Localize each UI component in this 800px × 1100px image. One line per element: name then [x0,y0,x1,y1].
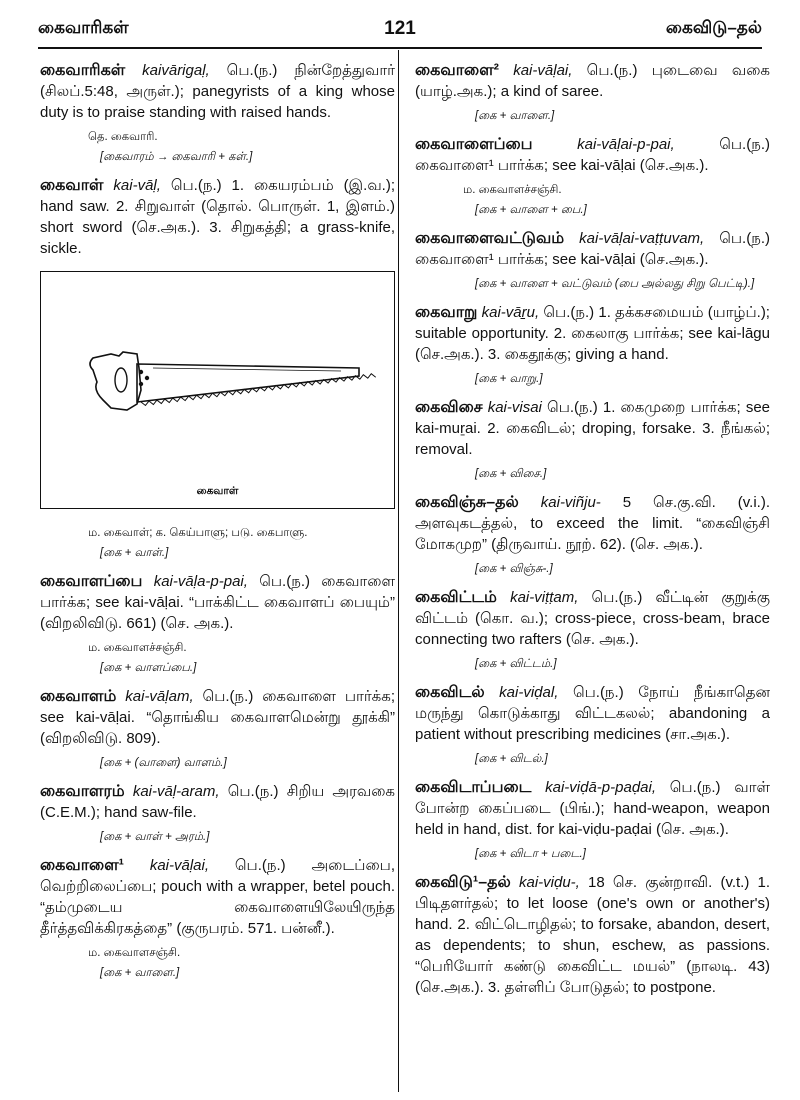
transliteration: kai-viḍā-p-paḍai, [545,779,656,796]
transliteration: kai-vāḷa-p-pai, [153,573,248,590]
etymology: [கை + (வாளை) வாளம்.] [100,757,227,769]
definition: 18 செ. குன்றாவி. (v.t.) 1. பிடிதளர்தல்; to let loose (one's own or another's) hand. 2. விட்டொழிதல்; to forsake, abandon, desert, as dependents; to shun, eschew, as passions. “பெரியோர் கண்டு கைவிட்ட மயல்” (நாலடி. 43) (செ.அக.). 3. தள்ளிப் போடுதல்; to postpone. [415,874,771,996]
cognates: ம. கைவாள்; க. கெய்பாளு; படு. கைபாளு. [88,527,308,539]
dictionary-entry [40,855,395,939]
etymology: [கை + விட்டம்.] [475,658,557,670]
headword: கைவிஞ்சு–தல் [415,494,519,511]
left-column [40,60,395,991]
dictionary-entry [415,228,770,270]
etymology: [கை + வாள் + அரம்.] [100,831,210,843]
etymology: [கை + வாளை.] [475,110,555,122]
definition: பெ.(ந.) 1. கையரம்பம் (இ.வ.); hand saw. 2. சிறுவாள் (தொல். பொருள். 1, இளம்.) short sword (செ.அக.). 3. சிறுகத்தி; a grass-knife, sickle. [40,177,396,257]
etymology: [கை + வாறு.] [475,373,543,385]
headword: கைவாளம் [40,688,117,705]
headword: கைவாறு [415,304,478,321]
transliteration: kai-vāṟu, [481,304,540,321]
definition: பெ.(ந.) கைவாளை¹ பார்க்க; see kai-vāḷai (செ.அக.). [415,136,771,174]
etymology: [கை + வாளை + வட்டுவம் (பை அல்லது சிறு பெட்டி).] [475,278,755,290]
etymology: [கை + வாளை.] [100,967,180,979]
headword: கைவிடாப்படை [415,779,532,796]
etymology: [கை + விஞ்சு-.] [475,563,553,575]
cognates: ம. கைவாளச்சஞ்சி. [88,642,187,654]
definition: பெ.(ந.) கைவாளை பார்க்க; see kai-vāḷai. “பாக்கிட்ட கைவாளப் பையும்” (விறலிவிடு. 661) (செ. அக.). [40,573,395,632]
etymology: [கைவாரம் → கைவாரி + கள்.] [100,151,253,163]
transliteration: kai-vāḷai-vaṭṭuvam, [579,230,705,247]
etymology: [கை + விசை.] [475,468,547,480]
page-header [38,18,762,46]
figure-caption: கைவாள் [196,485,239,497]
definition: பெ.(ந.) நோய் நீங்காதென மருந்து கொடுக்காது விட்டகலல்; abandoning a patient without prescribing medicines (சா.அக.). [415,684,771,743]
transliteration: kai-viñju- [540,494,601,511]
dictionary-entry [40,60,395,123]
transliteration: kai-viḍu-, [518,874,580,891]
dictionary-entry [40,175,395,259]
headword: கைவாளப்பை [40,573,143,590]
page-number: 121 [384,18,416,39]
transliteration: kai-visai [487,399,542,416]
dictionary-entry [40,571,395,634]
dictionary-entry [415,492,770,555]
transliteration: kai-vāḷai-p-pai, [577,136,675,153]
etymology: [கை + விடா + படை.] [475,848,586,860]
definition: பெ.(ந.) புடைவை வகை (யாழ்.அக.); a kind of saree. [415,62,770,100]
etymology: [கை + விடல்.] [475,753,548,765]
definition: பெ.(ந.) கைவாளை பார்க்க; see kai-vāḷai. “தொங்கிய கைவாளமென்று தூக்கி” (விறலிவிடு. 809). [40,688,396,747]
headword: கைவாளைப்பை [415,136,533,153]
dictionary-entry [415,682,770,745]
headword: கைவாளை² [415,62,499,79]
transliteration: kai-vāḷai, [149,857,209,874]
dictionary-entry [40,781,395,823]
dictionary-entry [415,587,770,650]
cognates: தெ. கைவாரி. [88,131,158,143]
header-rule [38,47,762,49]
dictionary-entry [415,60,770,102]
dictionary-entry [415,872,770,998]
headword: கைவிடல் [415,684,485,701]
headword: கைவிட்டம் [415,589,497,606]
hand-saw-illustration [41,272,393,507]
transliteration: kai-vāḷam, [125,688,194,705]
dictionary-entry [415,397,770,460]
definition: பெ.(ந.) நின்றேத்துவார் (சிலப்.5:48, அருள்.); panegyrists of a king whose duty is to praise standing with raised hands. [40,62,395,121]
running-head-right: கைவிடு–தல் [665,18,762,37]
definition: பெ.(ந.) 1. கைமுறை பார்க்க; see kai-muṟai. 2. கைவிடல்; droping, forsake. 3. நீங்கல்; removal. [415,399,770,458]
headword: கைவாரிகள் [40,62,126,79]
definition: பெ.(ந.) சிறிய அரவகை (C.E.M.); hand saw-file. [40,783,395,821]
column-divider [398,50,399,1092]
transliteration: kai-vāḷai, [513,62,573,79]
dictionary-entry [415,777,770,840]
transliteration: kai-vāḷ, [113,177,161,194]
definition: 5 செ.கு.வி. (v.i.). அளவுகடத்தல், to exceed the limit. “கைவிஞ்சி மோகமுற” (திருவாய். நூற். 62). (செ. அக.). [415,494,770,553]
headword: கைவாள் [40,177,104,194]
etymology: [கை + வாளை + பை.] [475,204,587,216]
headword: கைவாளரம் [40,783,125,800]
right-column [415,60,770,1006]
dictionary-entry [415,134,770,176]
headword: கைவிசை [415,399,483,416]
transliteration: kai-viṭṭam, [510,589,579,606]
definition: பெ.(ந.) கைவாளை¹ பார்க்க; see kai-vāḷai (செ.அக.). [415,230,771,268]
hand-saw-figure [40,271,395,509]
definition: பெ.(ந.) அடைப்பை, வெற்றிலைப்பை; pouch with a wrapper, betel pouch. “தம்முடைய கைவாளையிலேயிருந்த தீர்த்தவிக்கிரகத்தை” (குருபரம். 571. பன்னீ.). [40,857,395,937]
dictionary-entry [40,686,395,749]
cognates: ம. கைவாளச்சஞ்சி. [463,184,562,196]
transliteration: kaivārigaḷ, [142,62,210,79]
etymology: [கை + வாளப்பை.] [100,662,197,674]
running-head-left: கைவாரிகள் [38,18,129,37]
definition: பெ.(ந.) வாள் போன்ற கைப்படை (பிங்.); hand-weapon, weapon held in hand, dist. for kai-viḍu-paḍai (செ. அக.). [415,779,771,838]
definition: பெ.(ந.) வீட்டின் குறுக்கு விட்டம் (கொ. வ.); cross-piece, cross-beam, brace connecting two rafters (செ. அக.). [415,589,770,648]
cognates: ம. கைவாளசஞ்சி. [88,947,181,959]
etymology: [கை + வாள்.] [100,547,169,559]
headword: கைவாளைவட்டுவம் [415,230,565,247]
headword: கைவாளை¹ [40,857,124,874]
definition: பெ.(ந.) 1. தக்கசமையம் (யாழ்ப்.); suitable opportunity. 2. கைலாகு பார்க்க; see kai-lāgu (செ.அக.). 3. கைதூக்கு; giving a hand. [415,304,770,363]
transliteration: kai-viḍal, [499,684,559,701]
headword: கைவிடு¹–தல் [415,874,511,891]
dictionary-entry [415,302,770,365]
transliteration: kai-vāḷ-aram, [132,783,220,800]
